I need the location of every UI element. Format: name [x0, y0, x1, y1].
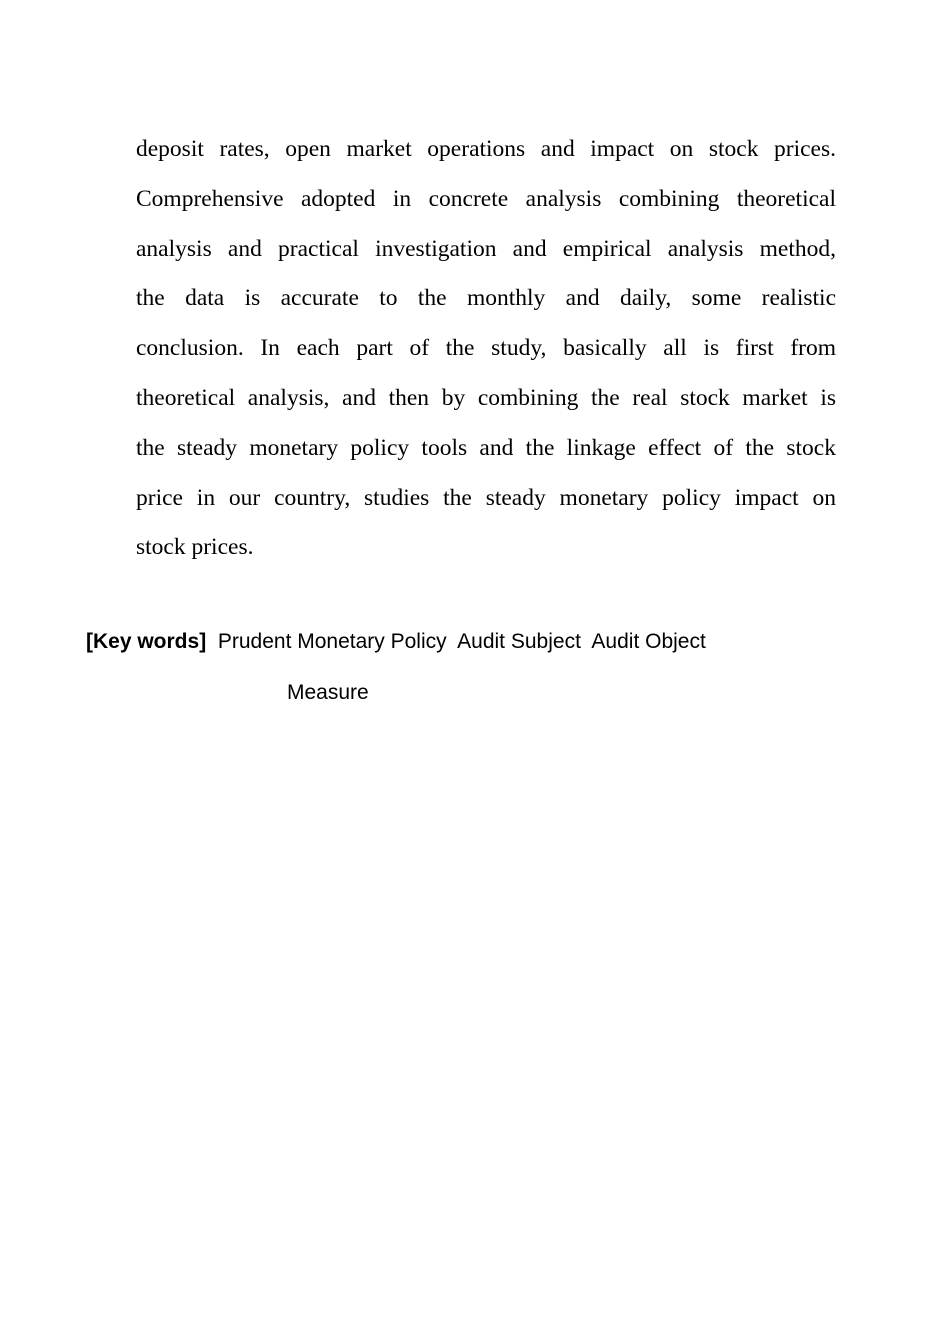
text-line: stock prices. [136, 534, 254, 561]
keywords-line [86, 630, 706, 654]
keyword: Measure [287, 681, 369, 704]
keyword: Audit Object [591, 630, 706, 653]
keywords-label: [Key words] [86, 630, 207, 653]
keyword: Audit Subject [457, 630, 581, 653]
keyword: Prudent Monetary Policy [217, 630, 447, 653]
text-line: price in our country, studies the steady monetary policy impact on [136, 484, 836, 511]
text-line: the data is accurate to the monthly and daily, some realistic [136, 285, 836, 312]
text-line: conclusion. In each part of the study, basically all is first from [136, 335, 836, 362]
text-line: deposit rates, open market operations and impact on stock prices. [136, 136, 836, 162]
abstract-paragraph [136, 131, 836, 579]
text-line: theoretical analysis, and then by combining the real stock market is [136, 384, 836, 411]
text-line: Comprehensive adopted in concrete analysis combining theoretical [136, 185, 836, 212]
text-line: analysis and practical investigation and empirical analysis method, [136, 235, 836, 262]
text-line: the steady monetary policy tools and the linkage effect of the stock [136, 434, 836, 461]
